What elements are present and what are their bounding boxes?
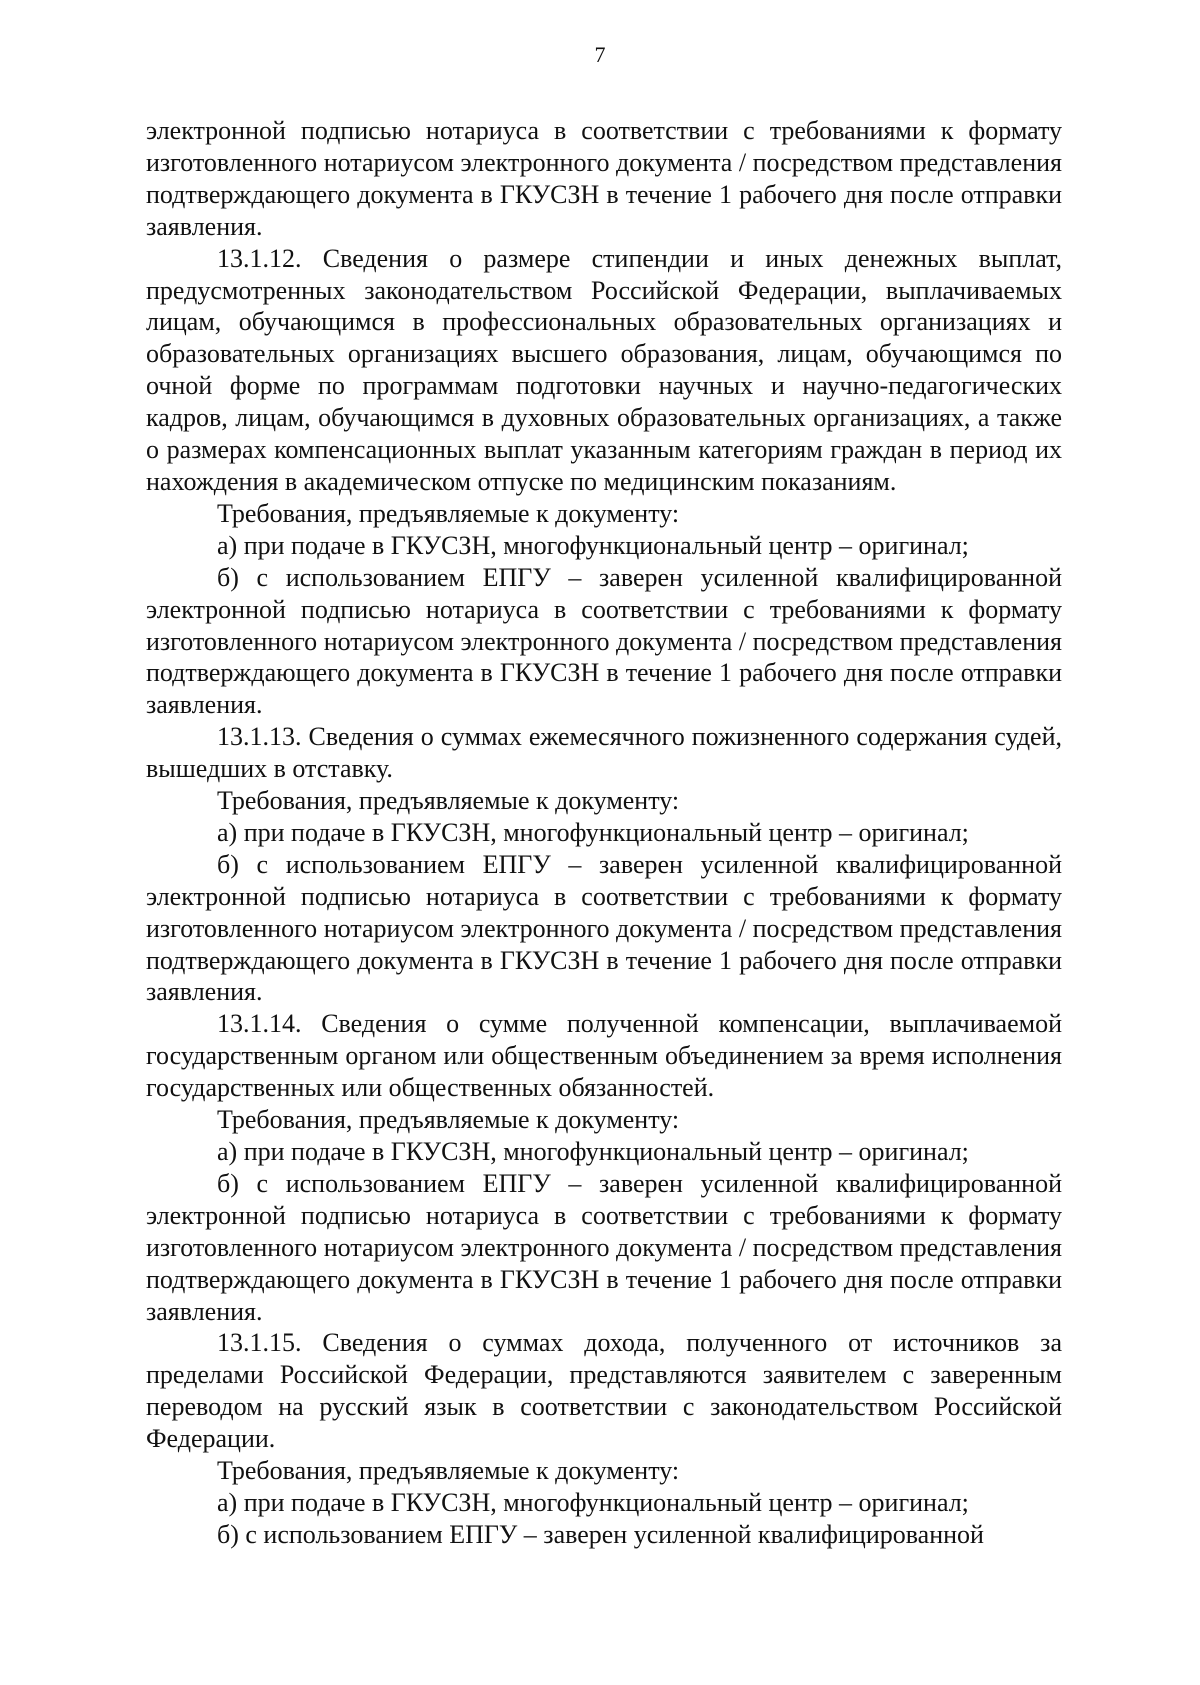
requirements-heading: Требования, предъявляемые к документу:: [217, 498, 680, 528]
paragraph-13-1-15: 13.1.15. Сведения о суммах дохода, полученного от источников за пределами Российской Федерации, представляются заявителем с заверенным переводом на русский язык в соответствии с законодательством Российской Федерации.: [146, 1328, 1062, 1454]
requirement-a: а) при подаче в ГКУСЗН, многофункциональный центр – оригинал;: [217, 1487, 969, 1517]
document-body: [146, 115, 1062, 1551]
requirement-b: б) с использованием ЕПГУ – заверен усиленной квалифицированной электронной подписью нотариуса в соответствии с требованиями к формату изготовленного нотариусом электронного документа / посредством представления подтверждающего документа в ГКУСЗН в течение 1 рабочего дня после отправки заявления.: [146, 849, 1062, 1007]
paragraph-13-1-14: 13.1.14. Сведения о сумме полученной компенсации, выплачиваемой государственным органом или общественным объединением за время исполнения государственных или общественных обязанностей.: [146, 1009, 1062, 1103]
paragraph-continuation: электронной подписью нотариуса в соответствии с требованиями к формату изготовленного нотариусом электронного документа / посредством представления подтверждающего документа в ГКУСЗН в течение 1 рабочего дня после отправки заявления.: [146, 116, 1062, 241]
requirement-a: а) при подаче в ГКУСЗН, многофункциональный центр – оригинал;: [217, 1137, 969, 1166]
requirement-a: а) при подаче в ГКУСЗН, многофункциональный центр – оригинал;: [217, 817, 969, 847]
requirements-heading: Требования, предъявляемые к документу:: [217, 1456, 680, 1486]
requirement-b: б) с использованием ЕПГУ – заверен усиленной квалифицированной электронной подписью нотариуса в соответствии с требованиями к формату изготовленного нотариусом электронного документа / посредством представления подтверждающего документа в ГКУСЗН в течение 1 рабочего дня после отправки заявления.: [146, 562, 1062, 720]
requirements-heading: Требования, предъявляемые к документу:: [217, 1105, 680, 1135]
requirement-b-partial: б) с использованием ЕПГУ – заверен усиленной квалифицированной: [217, 1519, 984, 1549]
requirement-a: а) при подаче в ГКУСЗН, многофункциональный центр – оригинал;: [217, 530, 969, 560]
paragraph-13-1-13: 13.1.13. Сведения о суммах ежемесячного пожизненного содержания судей, вышедших в отставку.: [146, 722, 1062, 784]
page-number: 7: [594, 42, 606, 67]
requirements-heading: Требования, предъявляемые к документу:: [217, 786, 680, 816]
requirement-b: б) с использованием ЕПГУ – заверен усиленной квалифицированной электронной подписью нотариуса в соответствии с требованиями к формату изготовленного нотариусом электронного документа / посредством представления подтверждающего документа в ГКУСЗН в течение 1 рабочего дня после отправки заявления.: [146, 1168, 1062, 1326]
paragraph-13-1-12: 13.1.12. Сведения о размере стипендии и иных денежных выплат, предусмотренных законодательством Российской Федерации, выплачиваемых лицам, обучающимся в профессиональных образовательных организациях и образовательных организациях высшего образования, лицам, обучающимся по очной форме по программам подготовки научных и научно-педагогических кадров, лицам, обучающимся в духовных образовательных организациях, а также о размерах компенсационных выплат указанным категориям граждан в период их нахождения в академическом отпуске по медицинским показаниям.: [146, 243, 1062, 496]
